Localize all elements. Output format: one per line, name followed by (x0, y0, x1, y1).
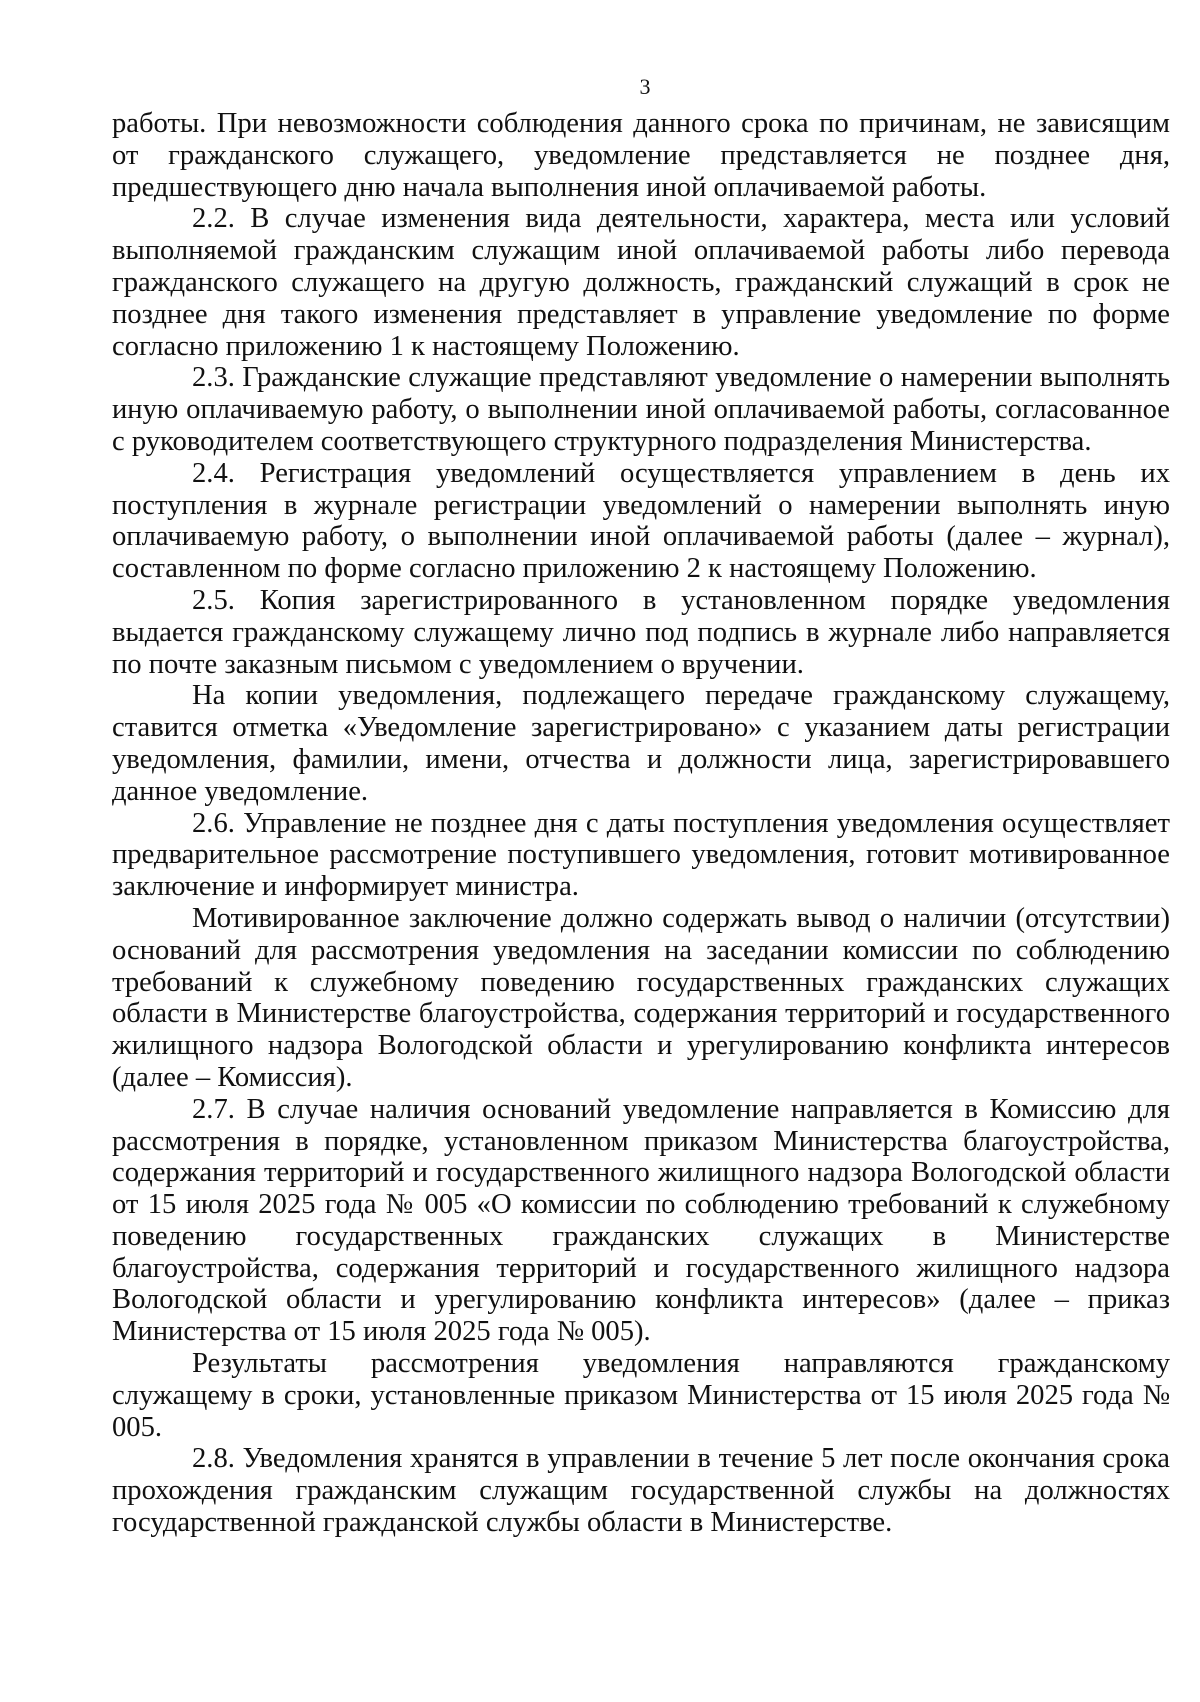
paragraph-2-6: 2.6. Управление не позднее дня с даты поступления уведомления осуществляет предварительное рассмотрение поступившего уведомления, готовит мотивированное заключение и информирует министра. (112, 807, 1170, 903)
paragraph-continuation: работы. При невозможности соблюдения данного срока по причинам, не зависящим от гражданского служащего, уведомление представляется не позднее дня, предшествующего дню начала выполнения иной оплачиваемой работы. (112, 108, 1170, 203)
paragraph-2-6-conclusion: Мотивированное заключение должно содержать вывод о наличии (отсутствии) оснований для рассмотрения уведомления на заседании комиссии по соблюдению требований к служебному поведению государственных гражданских служащих области в Министерстве благоустройства, содержания территорий и государственного жилищного надзора Вологодской области и урегулированию конфликта интересов (далее – Комиссия). (112, 902, 1170, 1093)
paragraph-2-7-results: Результаты рассмотрения уведомления направляются гражданскому служащему в сроки, установленные приказом Министерства от 15 июля 2025 года № 005. (112, 1348, 1170, 1443)
document-body (112, 108, 1170, 1539)
paragraph-2-8: 2.8. Уведомления хранятся в управлении в течение 5 лет после окончания срока прохождения гражданским служащим государственной службы на должностях государственной гражданской службы области в Министерстве. (112, 1443, 1170, 1539)
paragraph-2-2: 2.2. В случае изменения вида деятельности, характера, места или условий выполняемой гражданским служащим иной оплачиваемой работы либо перевода гражданского служащего на другую должность, гражданский служащий в срок не позднее дня такого изменения представляет в управление уведомление по форме согласно приложению 1 к настоящему Положению. (112, 203, 1170, 362)
paragraph-2-7: 2.7. В случае наличия оснований уведомление направляется в Комиссию для рассмотрения в порядке, установленном приказом Министерства благоустройства, содержания территорий и государственного жилищного надзора Вологодской области от 15 июля 2025 года № 005 «О комиссии по соблюдению требований к служебному поведению государственных гражданских служащих в Министерстве благоустройства, содержания территорий и государственного жилищного надзора Вологодской области и урегулированию конфликта интересов» (далее – приказ Министерства от 15 июля 2025 года № 005). (112, 1093, 1170, 1348)
paragraph-2-4: 2.4. Регистрация уведомлений осуществляется управлением в день их поступления в журнале регистрации уведомлений о намерении выполнять иную оплачиваемую работу, о выполнении иной оплачиваемой работы (далее – журнал), составленном по форме согласно приложению 2 к настоящему Положению. (112, 457, 1170, 585)
paragraph-2-3: 2.3. Гражданские служащие представляют уведомление о намерении выполнять иную оплачиваемую работу, о выполнении иной оплачиваемой работы, согласованное с руководителем соответствующего структурного подразделения Министерства. (112, 362, 1170, 457)
page-number: 3 (639, 74, 651, 99)
paragraph-2-5-copy-mark: На копии уведомления, подлежащего передаче гражданскому служащему, ставится отметка «Уведомление зарегистрировано» с указанием даты регистрации уведомления, фамилии, имени, отчества и должности лица, зарегистрировавшего данное уведомление. (112, 680, 1170, 807)
paragraph-2-5: 2.5. Копия зарегистрированного в установленном порядке уведомления выдается гражданскому служащему лично под подпись в журнале либо направляется по почте заказным письмом с уведомлением о вручении. (112, 584, 1170, 680)
